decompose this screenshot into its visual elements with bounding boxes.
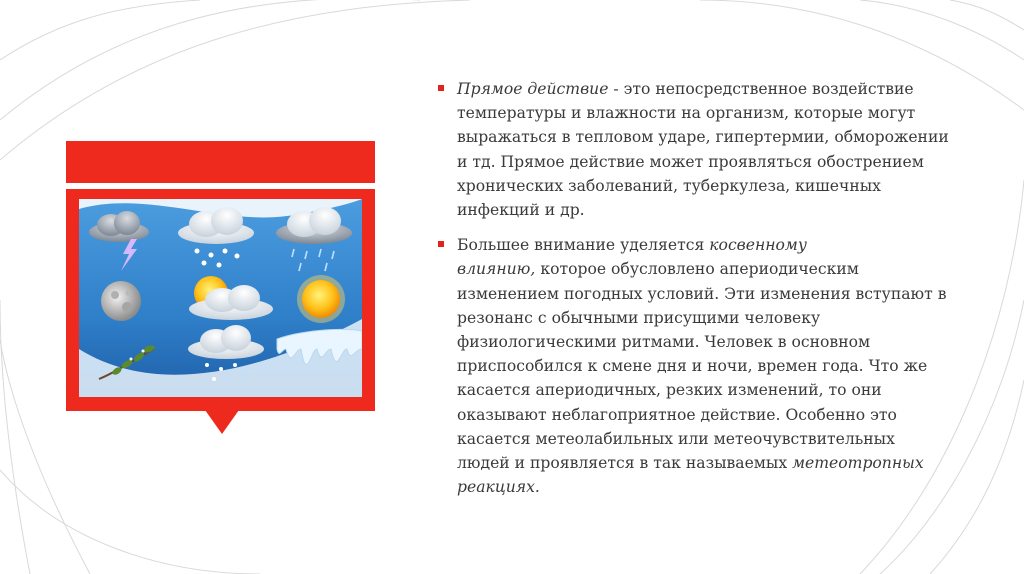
- text-line: касается апериодичных, резких изменений, то они: [457, 381, 882, 400]
- term-influence: влиянию,: [457, 260, 536, 279]
- text-line: изменением погодных условий. Эти изменения вступают в: [457, 284, 947, 303]
- text-line: температуры и влажности на организм, которые могут: [457, 104, 916, 123]
- text-line: которое обусловлено апериодическим: [535, 260, 859, 279]
- red-header-band: [66, 141, 375, 183]
- text-line: оказывают неблагоприятное действие. Особенно это: [457, 405, 897, 424]
- term-indirect: косвенному: [709, 236, 807, 255]
- text-line: приспособился к смене дня и ночи, времен года. Что же: [457, 357, 928, 376]
- term-reactions: реакциях.: [457, 478, 540, 497]
- bullet-direct-action: [436, 77, 976, 222]
- text-line: физиологическими ритмами. Человек в основном: [457, 333, 871, 352]
- bullet-indirect-influence: [436, 233, 976, 499]
- text-line: касается метеолабильных или метеочувствительных: [457, 429, 895, 448]
- text-line: инфекций и др.: [457, 201, 585, 220]
- text-line: людей и проявляется в так называемых: [457, 454, 793, 473]
- sun-icon: [297, 275, 345, 323]
- text-line: Большее внимание уделяется: [457, 236, 710, 255]
- text-line: резонанс с обычными присущими человеку: [457, 308, 821, 327]
- weather-illustration: [79, 199, 362, 397]
- text-line: - это непосредственное воздействие: [608, 80, 914, 98]
- body-text: [436, 77, 976, 510]
- bullet-marker: [438, 85, 444, 91]
- frame-pointer: [205, 410, 239, 434]
- text-line: и тд. Прямое действие может проявляться обострением: [457, 152, 924, 171]
- text-line: хронических заболеваний, туберкулеза, кишечных: [457, 176, 881, 195]
- moon-icon: [101, 281, 141, 321]
- term-meteotropic: метеотропных: [792, 454, 924, 473]
- term-direct-action: Прямое действие: [457, 80, 609, 98]
- text-line: выражаться в тепловом ударе, гипертермии, обморожении: [457, 128, 949, 147]
- bullet-marker: [438, 241, 444, 247]
